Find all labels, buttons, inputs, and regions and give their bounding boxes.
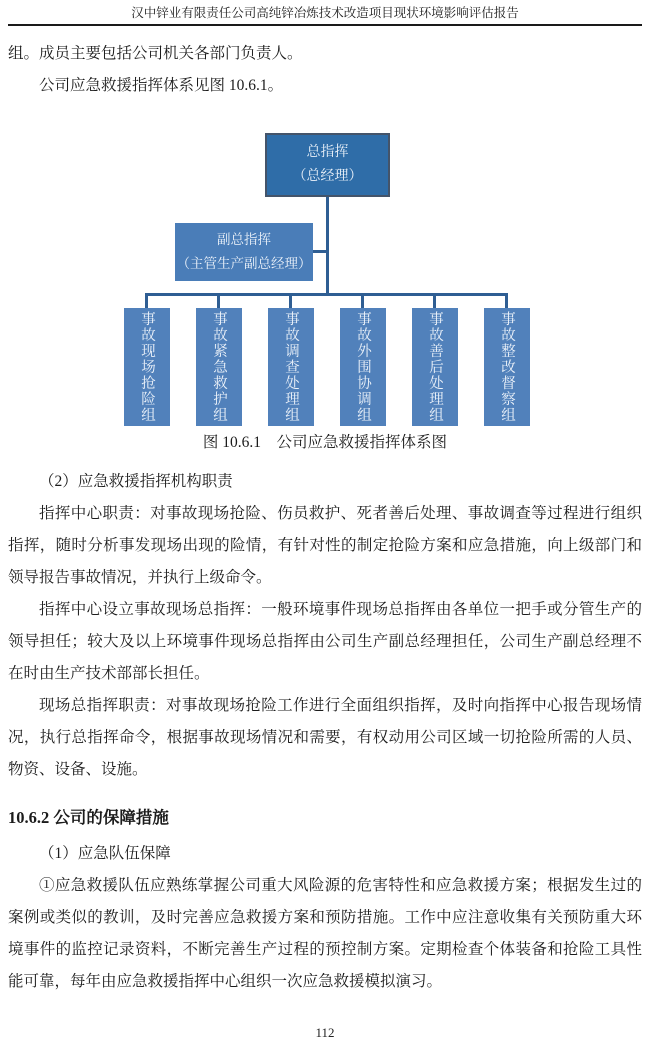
deputy-title: 副总指挥 bbox=[217, 232, 271, 247]
drop-line bbox=[217, 293, 220, 308]
trunk-line bbox=[326, 197, 329, 296]
drop-line bbox=[361, 293, 364, 308]
drop-line bbox=[505, 293, 508, 308]
drop-line bbox=[289, 293, 292, 308]
paragraph: 指挥中心职责：对事故现场抢险、伤员救护、死者善后处理、事故调查等过程进行组织指挥，随时分析事发现场出现的险情，有针对性的制定抢险方案和应急措施，向上级部门和领导报告事故情况，并执行上级命令。 bbox=[8, 505, 642, 586]
page-body bbox=[0, 38, 650, 998]
org-node-group bbox=[340, 308, 386, 426]
org-node-group bbox=[484, 308, 530, 426]
org-node-deputy-commander bbox=[175, 223, 313, 281]
group-label: 事故善后处理组 bbox=[427, 311, 443, 423]
paragraph: 指挥中心设立事故现场总指挥：一般环境事件现场总指挥由各单位一把手或分管生产的领导担任；较大及以上环境事件现场总指挥由公司生产副总经理担任，公司生产副总经理不在时由生产技术部部长担任。 bbox=[8, 601, 642, 682]
group-label: 事故外围协调组 bbox=[355, 311, 371, 423]
paragraph: ①应急救援队伍应熟练掌握公司重大风险源的危害特性和应急救援方案；根据发生过的案例或类似的教训，及时完善应急救援方案和预防措施。工作中应注意收集有关预防重大环境事件的监控记录资料，不断完善生产过程的预控制方案。定期检查个体装备和抢险工具性能可靠，每年由应急救援指挥中心组织一次应急救援模拟演习。 bbox=[8, 877, 642, 990]
org-chart-figure bbox=[8, 108, 642, 428]
paragraph: （1）应急队伍保障 bbox=[39, 845, 171, 862]
group-label: 事故现场抢险组 bbox=[139, 311, 155, 423]
org-node-commander bbox=[265, 133, 390, 197]
commander-role: （总经理） bbox=[292, 169, 363, 184]
section-heading-10-6-2: 10.6.2 公司的保障措施 bbox=[8, 808, 169, 827]
drop-line bbox=[433, 293, 436, 308]
paragraph: 组。成员主要包括公司机关各部门负责人。 bbox=[8, 45, 303, 62]
distribution-line bbox=[145, 293, 508, 296]
org-node-group bbox=[412, 308, 458, 426]
deputy-role: （主管生产副总经理） bbox=[176, 256, 312, 271]
paragraph: 公司应急救援指挥体系见图 10.6.1。 bbox=[39, 77, 284, 94]
paragraph: （2）应急救援指挥机构职责 bbox=[39, 473, 233, 490]
group-label: 事故调查处理组 bbox=[283, 311, 299, 423]
drop-line bbox=[145, 293, 148, 308]
paragraph: 现场总指挥职责：对事故现场抢险工作进行全面组织指挥，及时向指挥中心报告现场情况，执行总指挥命令，根据事故现场情况和需要，有权动用公司区域一切抢险所需的人员、物资、设备、设施。 bbox=[8, 697, 642, 778]
deputy-stub-line bbox=[313, 250, 328, 253]
figure-caption: 图 10.6.1 公司应急救援指挥体系图 bbox=[202, 434, 448, 451]
page-number: 112 bbox=[315, 1025, 335, 1040]
org-node-group bbox=[196, 308, 242, 426]
commander-title: 总指挥 bbox=[306, 145, 349, 160]
group-label: 事故紧急救护组 bbox=[211, 311, 227, 423]
group-label: 事故整改督察组 bbox=[499, 311, 515, 423]
report-header-title: 汉中锌业有限责任公司高纯锌冶炼技术改造项目现状环境影响评估报告 bbox=[8, 0, 642, 26]
org-node-group bbox=[124, 308, 170, 426]
org-node-group bbox=[268, 308, 314, 426]
